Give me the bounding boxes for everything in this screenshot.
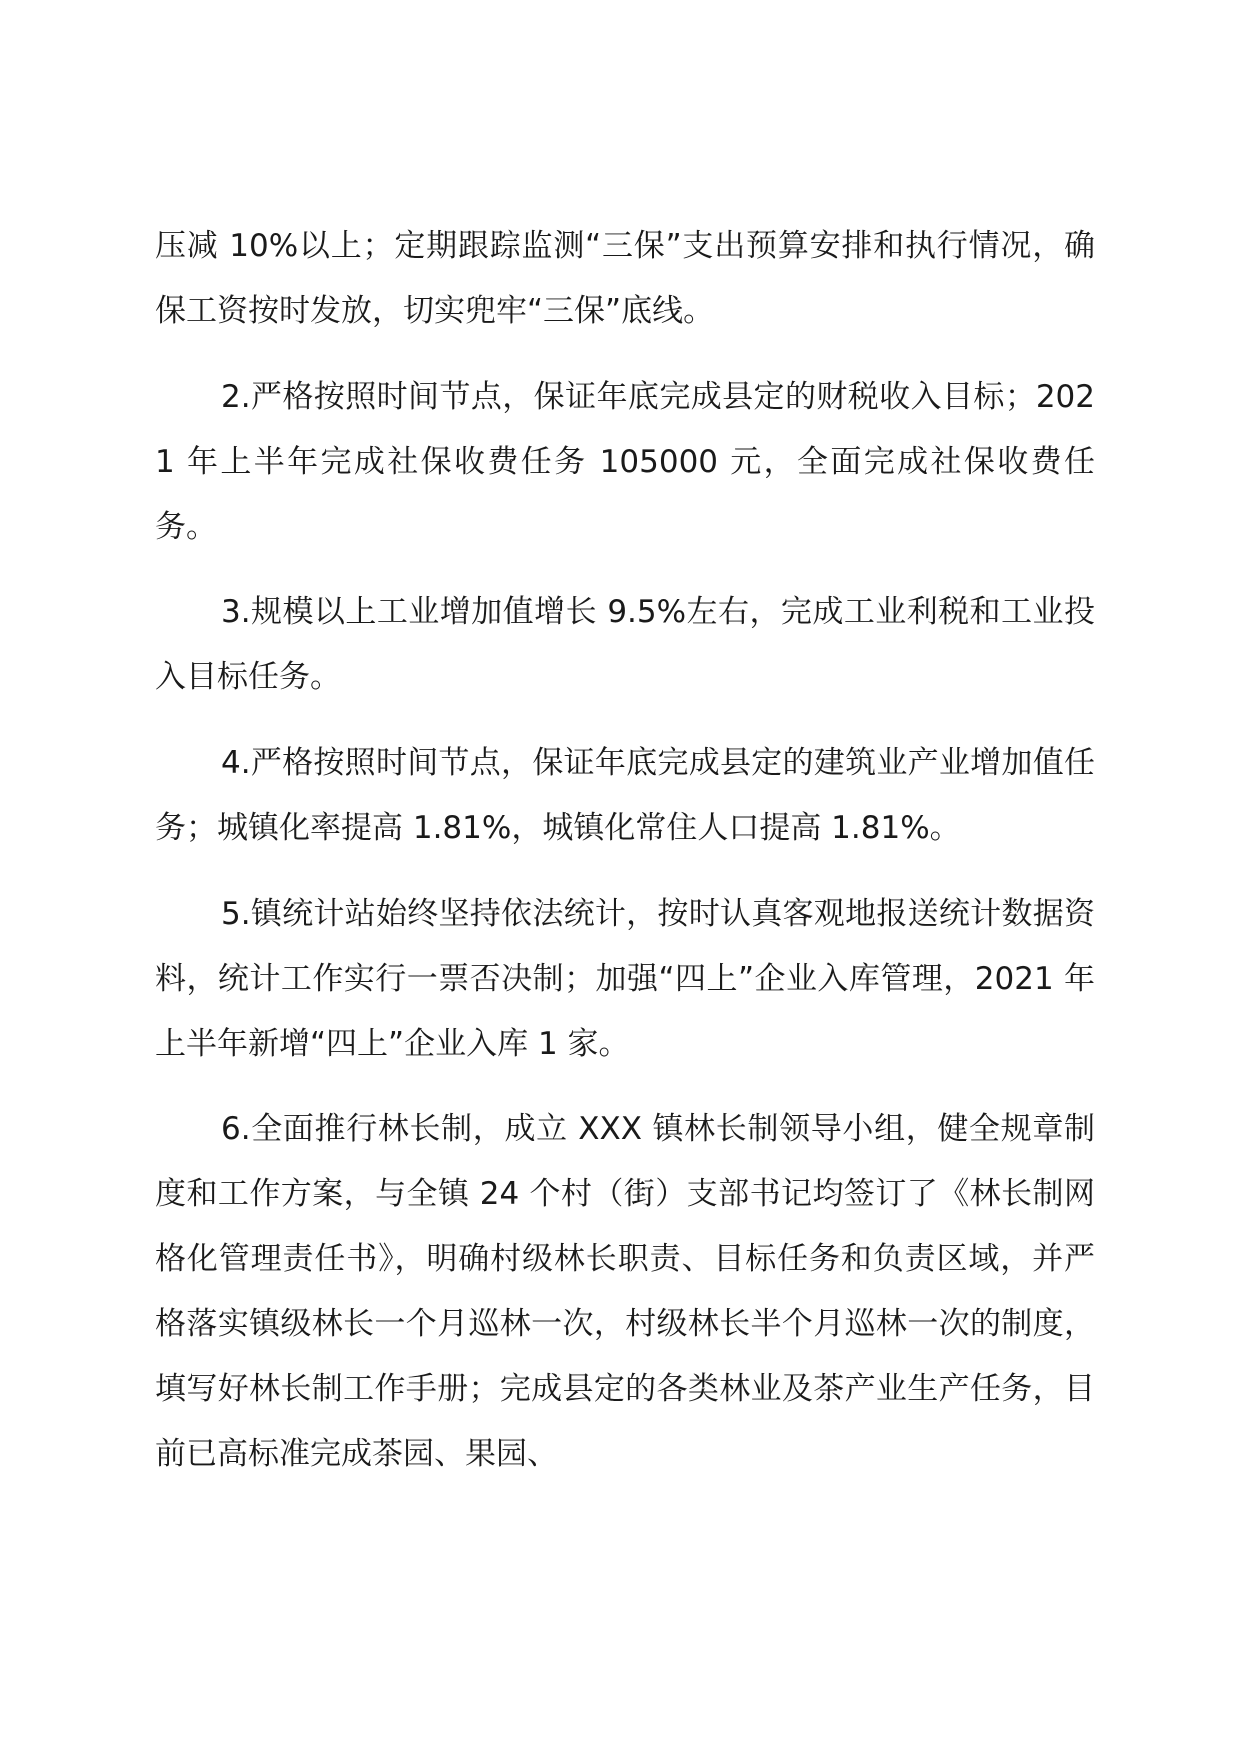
paragraph-item-3: 3.规模以上工业增加值增长 9.5%左右，完成工业利税和工业投入目标任务。 <box>155 594 1095 695</box>
document-page <box>155 0 1095 1754</box>
paragraph-continuation: 压减 10%以上；定期跟踪监测“三保”支出预算安排和执行情况，确保工资按时发放，切实兜牢“三保”底线。 <box>155 228 1095 329</box>
paragraph-item-6: 6.全面推行林长制，成立 XXX 镇林长制领导小组，健全规章制度和工作方案，与全镇 24 个村（街）支部书记均签订了《林长制网格化管理责任书》，明确村级林长职责、目标任务和负责区域，并严格落实镇级林长一个月巡林一次，村级林长半个月巡林一次的制度，填写好林长制工作手册；完成县定的各类林业及茶产业生产任务，目前已高标准完成茶园、果园、 <box>155 1111 1095 1472</box>
paragraph-item-5: 5.镇统计站始终坚持依法统计，按时认真客观地报送统计数据资料，统计工作实行一票否决制；加强“四上”企业入库管理，2021 年上半年新增“四上”企业入库 1 家。 <box>155 896 1095 1062</box>
paragraph-item-4: 4.严格按照时间节点，保证年底完成县定的建筑业产业增加值任务；城镇化率提高 1.81%，城镇化常住人口提高 1.81%。 <box>155 745 1095 846</box>
paragraph-item-2: 2.严格按照时间节点，保证年底完成县定的财税收入目标；2021 年上半年完成社保收费任务 105000 元，全面完成社保收费任务。 <box>155 379 1095 545</box>
